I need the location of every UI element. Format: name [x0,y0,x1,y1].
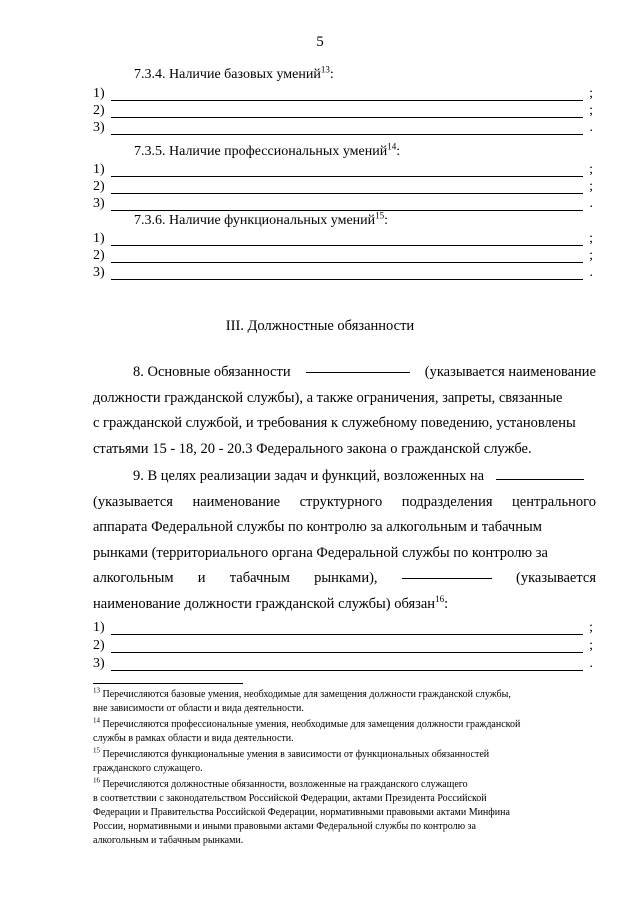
section-title: III. Должностные обязанности [225,318,415,334]
footnote-13: $^{13}$ Перечисляются базовые умения, необходимые для замещения должности гражданской службы, вне зависимости от области и вида деятельности. [93,686,511,714]
paragraph-8-line-1: 8. Основные обязанности (указывается наименование [93,360,596,386]
skills-functional-row-2[interactable]: 2) ; [93,248,593,263]
duty-row-2[interactable]: 2) ; [93,638,593,653]
paragraph-9-line-5: алкогольным и табачным рынками), (указывается [93,566,596,592]
footnote-14: $^{14}$ Перечисляются профессиональные умения, необходимые для замещения должности гражданской службы в рамках области и вида деятельности. [93,716,521,744]
skills-functional-row-1[interactable]: 1) ; [93,231,593,246]
skills-professional-row-2[interactable]: 2) ; [93,179,593,194]
footnote-ref: 14 [387,141,397,152]
skills-basic-row-1[interactable]: 1) ; [93,86,593,101]
skills-functional-heading: 7.3.6. Наличие функциональных умений$^{15}$: [134,210,389,228]
skills-professional-row-3[interactable]: 3) . [93,196,593,211]
skills-professional-row-1[interactable]: 1) ; [93,162,593,177]
footnote-16: $^{16}$ Перечисляются должностные обязанности, возложенные на гражданского служащего в соответствии с законодательством Российской Федерации, актами Президента Российской Федерации и Правительства Российской Федерации, нормативными правовыми актами Минфина России, нормативными и иными правовыми актами Федеральной службы по контролю за алкогольным и табачным рынками. [93,776,510,846]
paragraph-9-line-1: 9. В целях реализации задач и функций, возложенных на [93,464,596,490]
skills-basic-row-2[interactable]: 2) ; [93,103,593,118]
page-number: 5 [316,34,324,50]
paragraph-9-line-6: наименование должности гражданской службы) обязан$^{16}$: [93,593,449,612]
footnotes [93,688,596,850]
skills-basic-heading: 7.3.4. Наличие базовых умений$^{13}$: [134,64,334,82]
footnote-15: $^{15}$ Перечисляются функциональные умения в зависимости от функциональных обязанностей гражданского служащего. [93,746,490,774]
paragraph-9: 9. В целях реализации задач и функций, возложенных на (указывается наименование структурного подразделения центрального аппарата Федеральной службы по контролю за алкогольным и табачным рынками (территориального органа Федеральной службы по контролю за алкогольным и табачным рынками), (указывается наименование должности гражданской службы) обязан$^{16}$: [93,464,596,617]
paragraph-9-line-2: (указывается наименование структурного подразделения центрального [93,493,596,510]
position-title-blank[interactable] [402,566,492,579]
footnote-ref: 16 [435,593,445,604]
position-name-blank[interactable] [306,360,410,373]
unit-name-blank[interactable] [496,467,584,480]
skills-professional-heading: 7.3.5. Наличие профессиональных умений$^{14}$: [134,141,401,159]
paragraph-8: 8. Основные обязанности (указывается наименование должности гражданской службы), а также ограничения, запреты, связанные с гражданской службой, и требования к служебному поведению, установлены статьями 15 - 18, 20 - 20.3 Федерального закона о гражданской службе. [93,360,596,462]
footnote-ref: 15 [375,210,385,221]
footnote-ref: 13 [320,64,330,75]
duty-row-3[interactable]: 3) . [93,656,593,671]
duty-row-1[interactable]: 1) ; [93,620,593,635]
footnote-separator [93,683,243,684]
skills-functional-row-3[interactable]: 3) . [93,265,593,280]
skills-basic-row-3[interactable]: 3) . [93,120,593,135]
